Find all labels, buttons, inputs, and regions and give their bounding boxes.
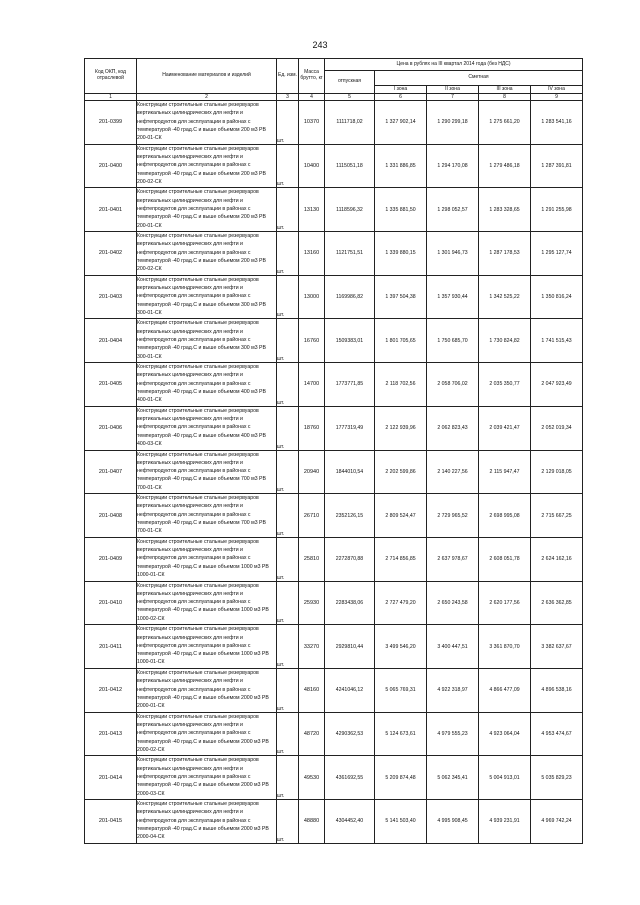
material-name: Конструкции строительные стальные резервуаров вертикальных цилиндрических для нефти и нефтепродуктов для эксплуатации в районах с температурой -40 град.С и выше объемом 2000 м3 РВ 2000-01-СК bbox=[137, 668, 277, 712]
price-zone-1: 1 327 902,14 bbox=[375, 101, 427, 145]
gross-mass: 16760 bbox=[299, 319, 325, 363]
price-zone-4: 5 035 829,23 bbox=[531, 756, 583, 800]
price-zone-2: 4 922 318,97 bbox=[427, 668, 479, 712]
price-zone-4: 2 715 667,25 bbox=[531, 494, 583, 538]
unit: шт. bbox=[277, 494, 299, 538]
unit: шт. bbox=[277, 537, 299, 581]
header-unit: Ед. изм. bbox=[277, 59, 299, 94]
price-zone-2: 2 062 823,43 bbox=[427, 406, 479, 450]
unit: шт. bbox=[277, 406, 299, 450]
okp-code: 201-0411 bbox=[85, 625, 137, 669]
column-number: 6 bbox=[375, 94, 427, 101]
price-otpusk: 1773771,85 bbox=[325, 363, 375, 407]
price-zone-4: 2 052 019,34 bbox=[531, 406, 583, 450]
material-name: Конструкции строительные стальные резервуаров вертикальных цилиндрических для нефти и нефтепродуктов для эксплуатации в районах с температурой -40 град.С и выше объемом 1000 м3 РВ 1000-01-СК bbox=[137, 625, 277, 669]
column-number: 3 bbox=[277, 94, 299, 101]
price-zone-3: 4 923 064,04 bbox=[479, 712, 531, 756]
table-row bbox=[85, 319, 583, 363]
gross-mass: 25810 bbox=[299, 537, 325, 581]
price-zone-2: 1 301 946,73 bbox=[427, 232, 479, 276]
table-row bbox=[85, 800, 583, 844]
okp-code: 201-0405 bbox=[85, 363, 137, 407]
header-zone-1: I зона bbox=[375, 86, 427, 94]
header-zone-2: II зона bbox=[427, 86, 479, 94]
gross-mass: 13160 bbox=[299, 232, 325, 276]
price-zone-3: 4 866 477,09 bbox=[479, 668, 531, 712]
price-zone-2: 2 140 227,56 bbox=[427, 450, 479, 494]
column-number: 2 bbox=[137, 94, 277, 101]
price-zone-2: 2 058 706,02 bbox=[427, 363, 479, 407]
column-number: 5 bbox=[325, 94, 375, 101]
table-row bbox=[85, 625, 583, 669]
price-table bbox=[84, 58, 583, 844]
price-zone-2: 2 637 978,67 bbox=[427, 537, 479, 581]
table-body bbox=[85, 101, 583, 844]
price-zone-4: 1 350 816,24 bbox=[531, 275, 583, 319]
material-name: Конструкции строительные стальные резервуаров вертикальных цилиндрических для нефти и нефтепродуктов для эксплуатации в районах с температурой -40 град.С и выше объемом 700 м3 РВ 700-01-СК bbox=[137, 494, 277, 538]
price-otpusk: 1844010,54 bbox=[325, 450, 375, 494]
material-name: Конструкции строительные стальные резервуаров вертикальных цилиндрических для нефти и нефтепродуктов для эксплуатации в районах с температурой -40 град.С и выше объемом 2000 м3 РВ 2000-02-СК bbox=[137, 712, 277, 756]
unit: шт. bbox=[277, 581, 299, 625]
price-zone-3: 1 730 824,82 bbox=[479, 319, 531, 363]
price-zone-4: 4 969 742,24 bbox=[531, 800, 583, 844]
table-row bbox=[85, 494, 583, 538]
column-number: 1 bbox=[85, 94, 137, 101]
price-zone-2: 4 995 908,45 bbox=[427, 800, 479, 844]
table-row bbox=[85, 756, 583, 800]
gross-mass: 13130 bbox=[299, 188, 325, 232]
price-zone-2: 1 750 685,70 bbox=[427, 319, 479, 363]
price-zone-4: 2 636 362,85 bbox=[531, 581, 583, 625]
material-name: Конструкции строительные стальные резервуаров вертикальных цилиндрических для нефти и нефтепродуктов для эксплуатации в районах с температурой -40 град.С и выше объемом 300 м3 РВ 300-01-СК bbox=[137, 275, 277, 319]
okp-code: 201-0401 bbox=[85, 188, 137, 232]
unit: шт. bbox=[277, 668, 299, 712]
gross-mass: 14700 bbox=[299, 363, 325, 407]
price-zone-1: 3 499 546,20 bbox=[375, 625, 427, 669]
okp-code: 201-0407 bbox=[85, 450, 137, 494]
gross-mass: 48720 bbox=[299, 712, 325, 756]
price-zone-4: 1 295 127,74 bbox=[531, 232, 583, 276]
price-zone-1: 2 202 599,86 bbox=[375, 450, 427, 494]
gross-mass: 20940 bbox=[299, 450, 325, 494]
unit: шт. bbox=[277, 450, 299, 494]
material-name: Конструкции строительные стальные резервуаров вертикальных цилиндрических для нефти и нефтепродуктов для эксплуатации в районах с температурой -40 град.С и выше объемом 400 м3 РВ 400-01-СК bbox=[137, 363, 277, 407]
price-zone-4: 2 129 018,05 bbox=[531, 450, 583, 494]
okp-code: 201-0406 bbox=[85, 406, 137, 450]
price-zone-1: 2 122 939,96 bbox=[375, 406, 427, 450]
price-zone-4: 3 382 637,67 bbox=[531, 625, 583, 669]
price-otpusk: 4241046,12 bbox=[325, 668, 375, 712]
table-row bbox=[85, 275, 583, 319]
table-row bbox=[85, 101, 583, 145]
price-zone-1: 1 339 880,15 bbox=[375, 232, 427, 276]
material-name: Конструкции строительные стальные резервуаров вертикальных цилиндрических для нефти и нефтепродуктов для эксплуатации в районах с температурой -40 град.С и выше объемом 200 м3 РВ 200-01-СК bbox=[137, 188, 277, 232]
gross-mass: 48160 bbox=[299, 668, 325, 712]
price-zone-3: 2 039 421,47 bbox=[479, 406, 531, 450]
price-otpusk: 4361692,55 bbox=[325, 756, 375, 800]
price-otpusk: 1509383,01 bbox=[325, 319, 375, 363]
price-otpusk: 1111718,02 bbox=[325, 101, 375, 145]
price-zone-3: 1 283 328,65 bbox=[479, 188, 531, 232]
gross-mass: 13000 bbox=[299, 275, 325, 319]
header-price: Цена в рублях на III квартал 2014 года (без НДС) bbox=[325, 59, 583, 71]
table-row bbox=[85, 537, 583, 581]
price-zone-4: 4 896 538,16 bbox=[531, 668, 583, 712]
price-otpusk: 2352126,15 bbox=[325, 494, 375, 538]
header-zone-4: IV зона bbox=[531, 86, 583, 94]
column-number: 7 bbox=[427, 94, 479, 101]
price-zone-3: 2 608 051,78 bbox=[479, 537, 531, 581]
table-row bbox=[85, 450, 583, 494]
unit: шт. bbox=[277, 756, 299, 800]
material-name: Конструкции строительные стальные резервуаров вертикальных цилиндрических для нефти и нефтепродуктов для эксплуатации в районах с температурой -40 град.С и выше объемом 700 м3 РВ 700-01-СК bbox=[137, 450, 277, 494]
header-smetnaya: Сметная bbox=[375, 71, 583, 86]
price-zone-1: 2 714 856,85 bbox=[375, 537, 427, 581]
header-name: Наименование материалов и изделий bbox=[137, 59, 277, 94]
price-zone-1: 1 335 881,50 bbox=[375, 188, 427, 232]
okp-code: 201-0414 bbox=[85, 756, 137, 800]
table-row bbox=[85, 188, 583, 232]
price-zone-3: 3 361 870,70 bbox=[479, 625, 531, 669]
price-zone-1: 2 809 524,47 bbox=[375, 494, 427, 538]
table-row bbox=[85, 144, 583, 188]
page-number: 243 bbox=[312, 40, 328, 50]
price-zone-1: 5 141 503,40 bbox=[375, 800, 427, 844]
material-name: Конструкции строительные стальные резервуаров вертикальных цилиндрических для нефти и нефтепродуктов для эксплуатации в районах с температурой -40 град.С и выше объемом 400 м3 РВ 400-03-СК bbox=[137, 406, 277, 450]
table-row bbox=[85, 406, 583, 450]
okp-code: 201-0415 bbox=[85, 800, 137, 844]
material-name: Конструкции строительные стальные резервуаров вертикальных цилиндрических для нефти и нефтепродуктов для эксплуатации в районах с температурой -40 град.С и выше объемом 200 м3 РВ 200-01-СК bbox=[137, 101, 277, 145]
okp-code: 201-0413 bbox=[85, 712, 137, 756]
gross-mass: 10370 bbox=[299, 101, 325, 145]
price-zone-3: 4 939 231,91 bbox=[479, 800, 531, 844]
table-row bbox=[85, 363, 583, 407]
price-zone-2: 4 979 555,23 bbox=[427, 712, 479, 756]
header-mass: Масса брутто, кг bbox=[299, 59, 325, 94]
unit: шт. bbox=[277, 712, 299, 756]
price-otpusk: 2929810,44 bbox=[325, 625, 375, 669]
okp-code: 201-0402 bbox=[85, 232, 137, 276]
unit: шт. bbox=[277, 275, 299, 319]
price-zone-4: 2 624 162,16 bbox=[531, 537, 583, 581]
price-zone-3: 1 287 178,53 bbox=[479, 232, 531, 276]
unit: шт. bbox=[277, 144, 299, 188]
gross-mass: 48880 bbox=[299, 800, 325, 844]
price-otpusk: 4290362,53 bbox=[325, 712, 375, 756]
unit: шт. bbox=[277, 319, 299, 363]
material-name: Конструкции строительные стальные резервуаров вертикальных цилиндрических для нефти и нефтепродуктов для эксплуатации в районах с температурой -40 град.С и выше объемом 200 м3 РВ 200-02-СК bbox=[137, 232, 277, 276]
material-name: Конструкции строительные стальные резервуаров вертикальных цилиндрических для нефти и нефтепродуктов для эксплуатации в районах с температурой -40 град.С и выше объемом 1000 м3 РВ 1000-02-СК bbox=[137, 581, 277, 625]
price-zone-3: 2 620 177,56 bbox=[479, 581, 531, 625]
price-zone-3: 1 279 486,18 bbox=[479, 144, 531, 188]
price-zone-2: 1 294 170,08 bbox=[427, 144, 479, 188]
price-zone-4: 1 287 391,81 bbox=[531, 144, 583, 188]
column-number: 4 bbox=[299, 94, 325, 101]
price-otpusk: 2272870,88 bbox=[325, 537, 375, 581]
price-zone-1: 5 065 769,31 bbox=[375, 668, 427, 712]
unit: шт. bbox=[277, 101, 299, 145]
price-zone-4: 2 047 923,49 bbox=[531, 363, 583, 407]
column-number: 8 bbox=[479, 94, 531, 101]
header-zone-3: III зона bbox=[479, 86, 531, 94]
price-otpusk: 4304452,40 bbox=[325, 800, 375, 844]
header-code: Код ОКП, код отраслевой bbox=[85, 59, 137, 94]
price-otpusk: 1777319,49 bbox=[325, 406, 375, 450]
material-name: Конструкции строительные стальные резервуаров вертикальных цилиндрических для нефти и нефтепродуктов для эксплуатации в районах с температурой -40 град.С и выше объемом 2000 м3 РВ 2000-04-СК bbox=[137, 800, 277, 844]
price-zone-1: 2 727 479,20 bbox=[375, 581, 427, 625]
price-zone-3: 1 342 525,22 bbox=[479, 275, 531, 319]
okp-code: 201-0409 bbox=[85, 537, 137, 581]
material-name: Конструкции строительные стальные резервуаров вертикальных цилиндрических для нефти и нефтепродуктов для эксплуатации в районах с температурой -40 град.С и выше объемом 200 м3 РВ 200-02-СК bbox=[137, 144, 277, 188]
column-number: 9 bbox=[531, 94, 583, 101]
material-name: Конструкции строительные стальные резервуаров вертикальных цилиндрических для нефти и нефтепродуктов для эксплуатации в районах с температурой -40 град.С и выше объемом 1000 м3 РВ 1000-01-СК bbox=[137, 537, 277, 581]
okp-code: 201-0400 bbox=[85, 144, 137, 188]
price-otpusk: 1169986,82 bbox=[325, 275, 375, 319]
price-otpusk: 1121751,51 bbox=[325, 232, 375, 276]
price-zone-1: 5 209 874,48 bbox=[375, 756, 427, 800]
price-zone-3: 2 698 995,08 bbox=[479, 494, 531, 538]
price-zone-2: 5 062 345,41 bbox=[427, 756, 479, 800]
gross-mass: 25930 bbox=[299, 581, 325, 625]
material-name: Конструкции строительные стальные резервуаров вертикальных цилиндрических для нефти и нефтепродуктов для эксплуатации в районах с температурой -40 град.С и выше объемом 300 м3 РВ 300-01-СК bbox=[137, 319, 277, 363]
price-zone-3: 2 035 350,77 bbox=[479, 363, 531, 407]
unit: шт. bbox=[277, 363, 299, 407]
price-zone-2: 1 298 052,57 bbox=[427, 188, 479, 232]
unit: шт. bbox=[277, 800, 299, 844]
price-zone-1: 5 124 673,61 bbox=[375, 712, 427, 756]
price-otpusk: 2283438,06 bbox=[325, 581, 375, 625]
okp-code: 201-0404 bbox=[85, 319, 137, 363]
unit: шт. bbox=[277, 188, 299, 232]
okp-code: 201-0412 bbox=[85, 668, 137, 712]
table-row bbox=[85, 712, 583, 756]
material-name: Конструкции строительные стальные резервуаров вертикальных цилиндрических для нефти и нефтепродуктов для эксплуатации в районах с температурой -40 град.С и выше объемом 2000 м3 РВ 2000-03-СК bbox=[137, 756, 277, 800]
price-zone-3: 1 275 661,20 bbox=[479, 101, 531, 145]
price-zone-1: 1 801 705,65 bbox=[375, 319, 427, 363]
okp-code: 201-0399 bbox=[85, 101, 137, 145]
price-zone-4: 1 741 515,43 bbox=[531, 319, 583, 363]
price-otpusk: 1118596,32 bbox=[325, 188, 375, 232]
okp-code: 201-0408 bbox=[85, 494, 137, 538]
price-zone-2: 2 729 965,52 bbox=[427, 494, 479, 538]
unit: шт. bbox=[277, 625, 299, 669]
price-otpusk: 1115051,18 bbox=[325, 144, 375, 188]
price-zone-2: 3 400 447,51 bbox=[427, 625, 479, 669]
gross-mass: 33270 bbox=[299, 625, 325, 669]
gross-mass: 26710 bbox=[299, 494, 325, 538]
price-zone-2: 2 650 243,58 bbox=[427, 581, 479, 625]
price-zone-3: 2 115 947,47 bbox=[479, 450, 531, 494]
price-zone-1: 1 397 504,38 bbox=[375, 275, 427, 319]
price-zone-1: 2 118 702,56 bbox=[375, 363, 427, 407]
price-zone-4: 1 283 541,16 bbox=[531, 101, 583, 145]
price-zone-2: 1 290 299,18 bbox=[427, 101, 479, 145]
table-row bbox=[85, 668, 583, 712]
header-otpusk: отпускная bbox=[325, 71, 375, 94]
table-row bbox=[85, 581, 583, 625]
okp-code: 201-0403 bbox=[85, 275, 137, 319]
price-zone-4: 4 953 474,67 bbox=[531, 712, 583, 756]
price-zone-1: 1 331 886,85 bbox=[375, 144, 427, 188]
price-zone-3: 5 004 913,01 bbox=[479, 756, 531, 800]
table-row bbox=[85, 232, 583, 276]
okp-code: 201-0410 bbox=[85, 581, 137, 625]
price-zone-4: 1 291 255,98 bbox=[531, 188, 583, 232]
price-zone-2: 1 357 930,44 bbox=[427, 275, 479, 319]
unit: шт. bbox=[277, 232, 299, 276]
gross-mass: 10400 bbox=[299, 144, 325, 188]
gross-mass: 18760 bbox=[299, 406, 325, 450]
gross-mass: 49530 bbox=[299, 756, 325, 800]
